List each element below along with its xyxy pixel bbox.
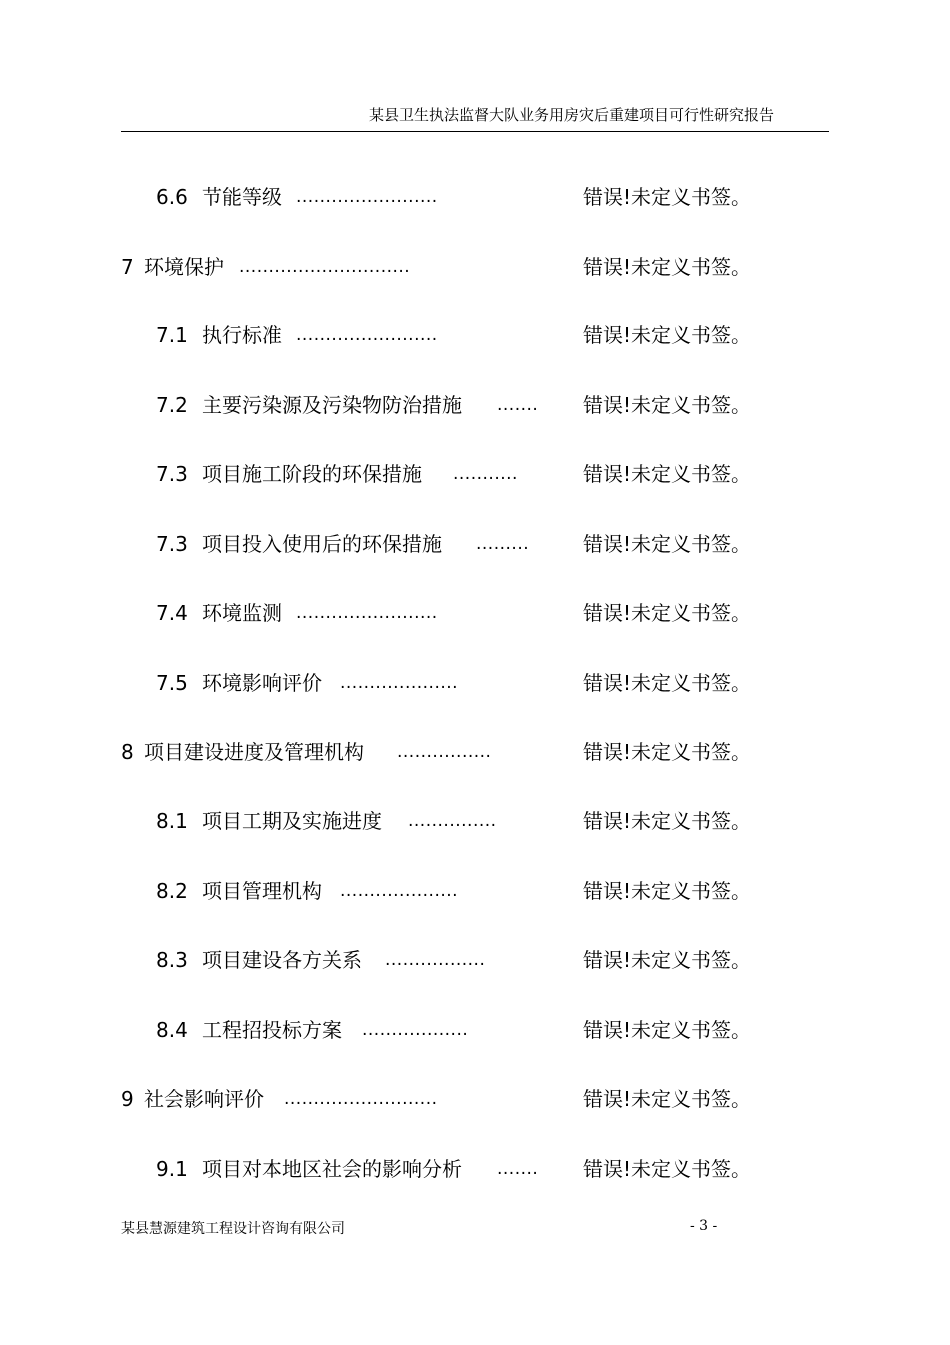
toc-entry[interactable] (0, 252, 950, 282)
toc-dot-leader: ........................ (296, 325, 438, 345)
footer-company-name: 某县慧源建筑工程设计咨询有限公司 (121, 1221, 345, 1237)
toc-entry-number: 6.6 (156, 185, 188, 209)
toc-page-reference: 错误!未定义书签。 (583, 740, 752, 764)
toc-entry-number: 7.1 (156, 323, 188, 347)
toc-entry-title: 主要污染源及污染物防治措施 (202, 393, 462, 417)
toc-page-reference: 错误!未定义书签。 (583, 255, 752, 279)
toc-entry-title: 节能等级 (202, 185, 282, 209)
toc-page-reference: 错误!未定义书签。 (583, 948, 752, 972)
toc-dot-leader: ............... (408, 811, 497, 831)
toc-page-reference: 错误!未定义书签。 (583, 532, 752, 556)
toc-entry[interactable] (0, 1084, 950, 1114)
footer-page-number: - 3 - (690, 1218, 718, 1234)
toc-entry-title: 项目施工阶段的环保措施 (202, 462, 422, 486)
toc-entry-title: 环境监测 (202, 601, 282, 625)
toc-entry-title: 项目建设各方关系 (202, 948, 362, 972)
toc-dot-leader: ......... (476, 534, 530, 554)
toc-dot-leader: ................. (385, 950, 486, 970)
toc-page-reference: 错误!未定义书签。 (583, 393, 752, 417)
toc-dot-leader: ....... (497, 1159, 539, 1179)
toc-entry[interactable] (0, 390, 950, 420)
toc-page-reference: 错误!未定义书签。 (583, 809, 752, 833)
toc-page-reference: 错误!未定义书签。 (583, 671, 752, 695)
toc-page-reference: 错误!未定义书签。 (583, 1087, 752, 1111)
toc-entry-title: 项目对本地区社会的影响分析 (202, 1157, 462, 1181)
toc-entry[interactable] (0, 1154, 950, 1184)
toc-entry-title: 工程招投标方案 (202, 1018, 342, 1042)
toc-entry[interactable] (0, 529, 950, 559)
toc-entry[interactable] (0, 1015, 950, 1045)
toc-dot-leader: .......................... (284, 1089, 438, 1109)
toc-entry-number: 7.3 (156, 462, 188, 486)
toc-page-reference: 错误!未定义书签。 (583, 185, 752, 209)
document-header-title: 某县卫生执法监督大队业务用房灾后重建项目可行性研究报告 (368, 106, 774, 124)
toc-entry-title: 项目建设进度及管理机构 (144, 740, 364, 764)
toc-entry-number: 8.1 (156, 809, 188, 833)
toc-page-reference: 错误!未定义书签。 (583, 462, 752, 486)
toc-entry[interactable] (0, 459, 950, 489)
toc-entry-number: 8.4 (156, 1018, 188, 1042)
toc-dot-leader: .................... (340, 673, 459, 693)
toc-entry-number: 9 (121, 1087, 134, 1111)
toc-entry-number: 7.3 (156, 532, 188, 556)
toc-entry-title: 项目投入使用后的环保措施 (202, 532, 442, 556)
toc-entry-title: 环境影响评价 (202, 671, 322, 695)
toc-entry-title: 环境保护 (144, 255, 224, 279)
toc-entry-title: 项目工期及实施进度 (202, 809, 382, 833)
toc-entry-title: 社会影响评价 (144, 1087, 264, 1111)
toc-entry-number: 7.5 (156, 671, 188, 695)
toc-dot-leader: ............................. (239, 257, 411, 277)
toc-entry[interactable] (0, 598, 950, 628)
toc-entry-number: 7.2 (156, 393, 188, 417)
toc-entry-title: 项目管理机构 (202, 879, 322, 903)
toc-dot-leader: ....... (497, 395, 539, 415)
toc-entry-number: 8.3 (156, 948, 188, 972)
toc-entry[interactable] (0, 806, 950, 836)
toc-entry[interactable] (0, 320, 950, 350)
toc-dot-leader: .................. (362, 1020, 469, 1040)
toc-dot-leader: ................ (397, 742, 492, 762)
toc-dot-leader: ........................ (296, 187, 438, 207)
toc-entry-title: 执行标准 (202, 323, 282, 347)
toc-page-reference: 错误!未定义书签。 (583, 1157, 752, 1181)
toc-page-reference: 错误!未定义书签。 (583, 1018, 752, 1042)
toc-entry[interactable] (0, 876, 950, 906)
toc-dot-leader: ........... (453, 464, 518, 484)
toc-entry-number: 7 (121, 255, 134, 279)
toc-entry[interactable] (0, 945, 950, 975)
toc-page-reference: 错误!未定义书签。 (583, 879, 752, 903)
toc-page-reference: 错误!未定义书签。 (583, 601, 752, 625)
toc-entry-number: 8.2 (156, 879, 188, 903)
toc-entry[interactable] (0, 182, 950, 212)
toc-entry-number: 9.1 (156, 1157, 188, 1181)
toc-page-reference: 错误!未定义书签。 (583, 323, 752, 347)
toc-entry-number: 8 (121, 740, 134, 764)
toc-entry[interactable] (0, 737, 950, 767)
toc-dot-leader: ........................ (296, 603, 438, 623)
toc-dot-leader: .................... (340, 881, 459, 901)
toc-entry[interactable] (0, 668, 950, 698)
toc-entry-number: 7.4 (156, 601, 188, 625)
